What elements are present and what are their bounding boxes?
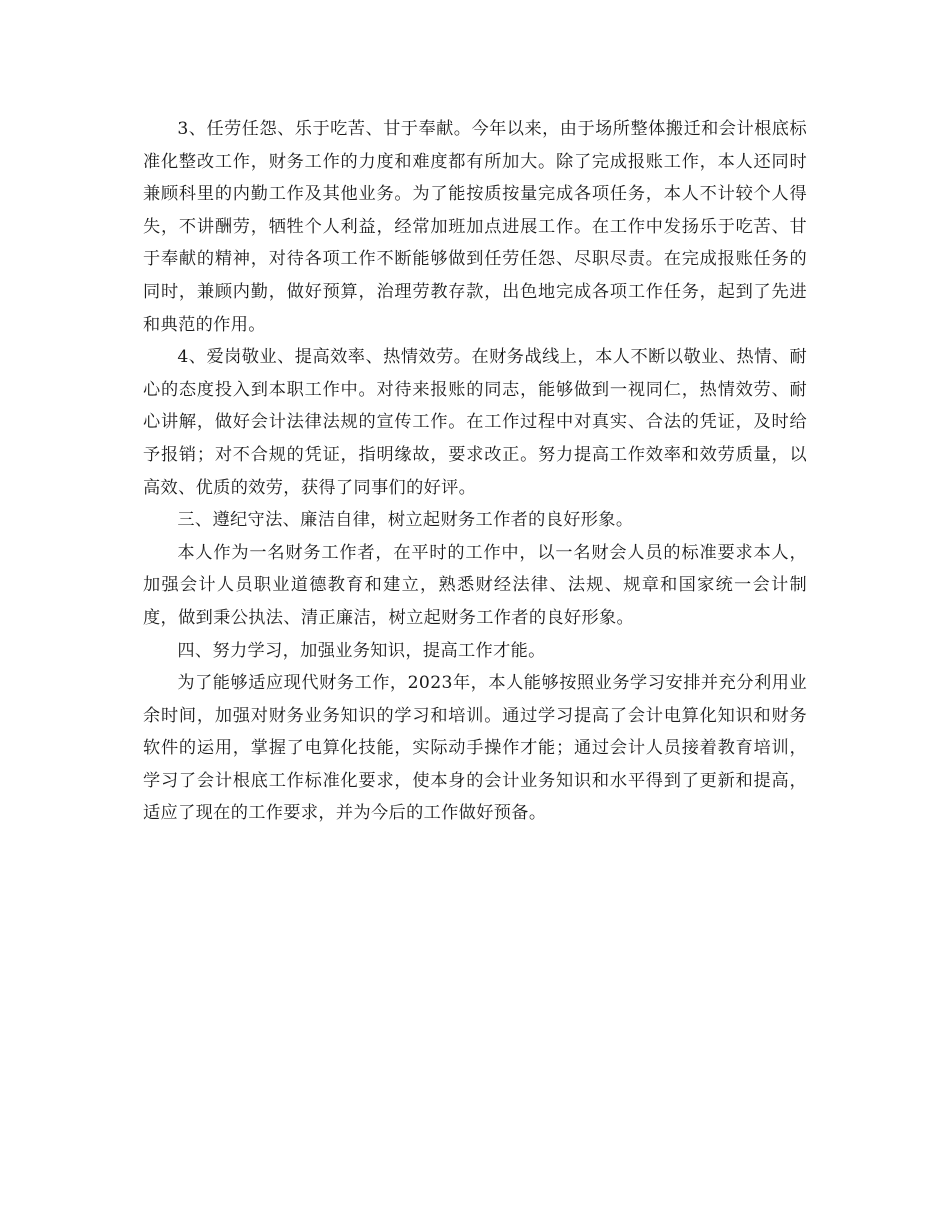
paragraph-discipline: 本人作为一名财务工作者，在平时的工作中，以一名财会人员的标准要求本人，加强会计人员职业道德教育和建立，熟悉财经法律、法规、规章和国家统一会计制度，做到秉公执法、清正廉洁，树立起财务工作者的良好形象。 bbox=[143, 542, 807, 628]
section-heading-discipline: 三、遵纪守法、廉洁自律，树立起财务工作者的良好形象。 bbox=[177, 510, 634, 531]
paragraph-dedication: 3、任劳任怨、乐于吃苦、甘于奉献。今年以来，由于场所整体搬迁和会计根底标准化整改工作，财务工作的力度和难度都有所加大。除了完成报账工作，本人还同时兼顾科里的内勤工作及其他业务。为了能按质按量完成各项任务，本人不计较个人得失，不讲酬劳，牺牲个人利益，经常加班加点进展工作。在工作中发扬乐于吃苦、甘于奉献的精神，对待各项工作不断能够做到任劳任怨、尽职尽责。在完成报账任务的同时，兼顾内勤，做好预算，治理劳教存款，出色地完成各项工作任务，起到了先进和典范的作用。 bbox=[143, 119, 807, 335]
paragraph-learning: 为了能够适应现代财务工作，2023年，本人能够按照业务学习安排并充分利用业余时间，加强对财务业务知识的学习和培训。通过学习提高了会计电算化知识和财务软件的运用，掌握了电算化技能，实际动手操作才能；通过会计人员接着教育培训，学习了会计根底工作标准化要求，使本身的会计业务知识和水平得到了更新和提高，适应了现在的工作要求，并为今后的工作做好预备。 bbox=[143, 673, 807, 824]
document-body bbox=[143, 113, 807, 830]
section-heading-learning: 四、努力学习，加强业务知识，提高工作才能。 bbox=[177, 640, 546, 661]
paragraph-service: 4、爱岗敬业、提高效率、热情效劳。在财务战线上，本人不断以敬业、热情、耐心的态度投入到本职工作中。对待来报账的同志，能够做到一视同仁，热情效劳、耐心讲解，做好会计法律法规的宣传工作。在工作过程中对真实、合法的凭证，及时给予报销；对不合规的凭证，指明缘故，要求改正。努力提高工作效率和效劳质量，以高效、优质的效劳，获得了同事们的好评。 bbox=[143, 347, 807, 498]
